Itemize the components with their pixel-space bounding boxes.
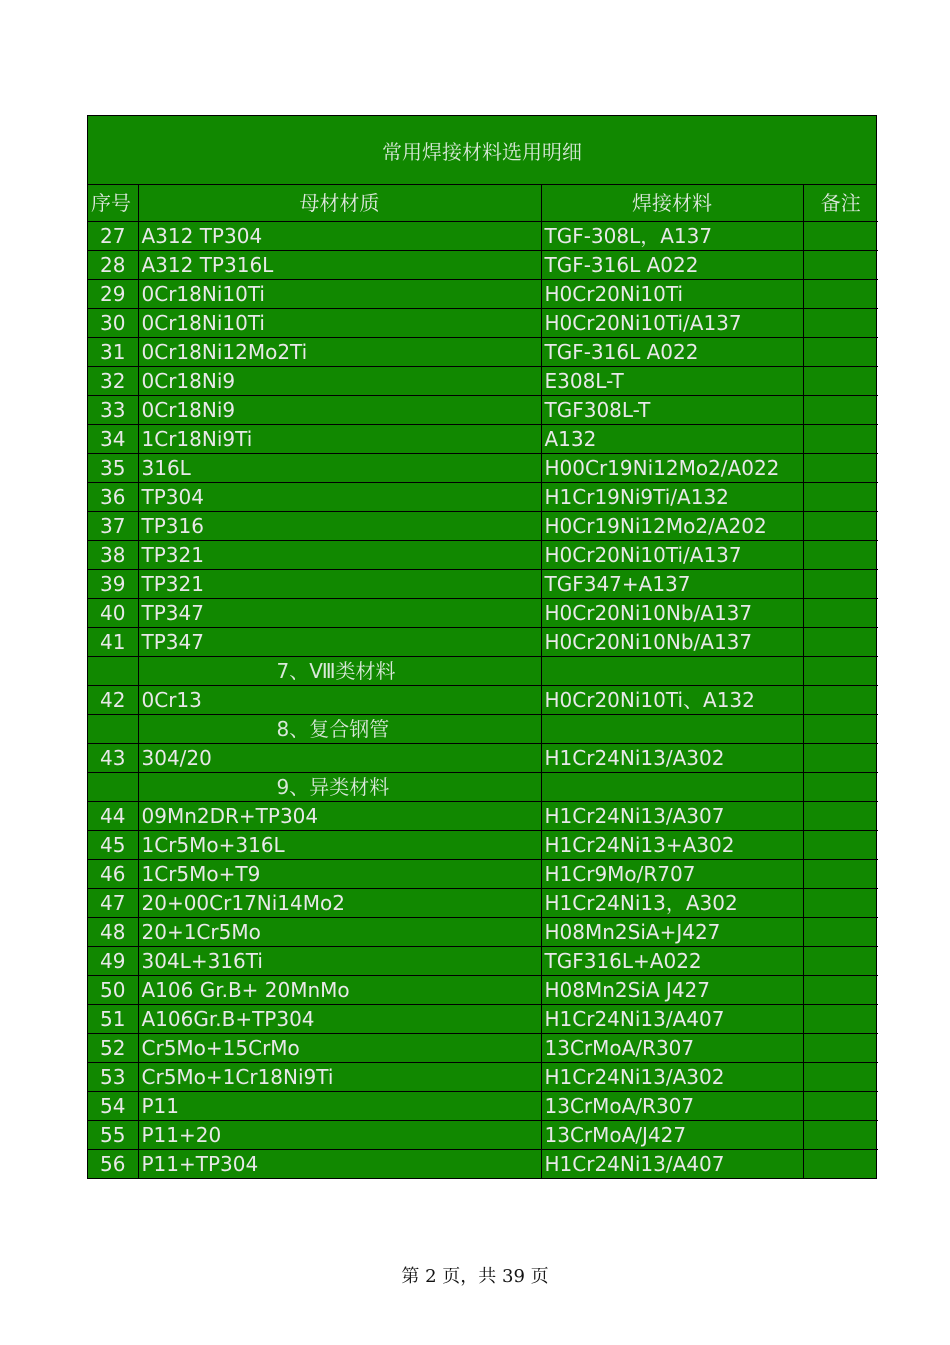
row-no: 55 [88,1121,138,1150]
row-note [803,1121,878,1150]
row-no: 56 [88,1150,138,1179]
row-no: 41 [88,628,138,657]
row-welding-material: H08Mn2SiA+J427 [541,918,803,947]
header-no: 序号 [88,185,138,222]
row-welding-material: 13CrMoA/R307 [541,1034,803,1063]
row-note [803,425,878,454]
row-welding-material: H1Cr9Mo/R707 [541,860,803,889]
table-row [88,802,878,831]
row-note [803,628,878,657]
row-note [803,947,878,976]
row-no: 28 [88,251,138,280]
row-note [803,570,878,599]
material-table-sheet [87,115,877,1179]
row-no: 47 [88,889,138,918]
row-welding-material: H1Cr19Ni9Ti/A132 [541,483,803,512]
table-row [88,1150,878,1179]
row-welding-material: H1Cr24Ni13/A407 [541,1150,803,1179]
row-no: 38 [88,541,138,570]
section-row [88,657,878,686]
row-no: 46 [88,860,138,889]
row-no: 54 [88,1092,138,1121]
row-no: 37 [88,512,138,541]
row-base-material: 0Cr18Ni9 [138,367,541,396]
row-no [88,773,138,802]
row-no: 40 [88,599,138,628]
table-row [88,831,878,860]
row-welding-material: TGF-308L，A137 [541,222,803,251]
section-title: 7、Ⅷ类材料 [138,657,541,686]
row-welding-material: H0Cr20Ni10Ti、A132 [541,686,803,715]
row-note [803,1150,878,1179]
row-no: 48 [88,918,138,947]
row-welding-material: H1Cr24Ni13+A302 [541,831,803,860]
row-note [803,251,878,280]
row-base-material: Cr5Mo+15CrMo [138,1034,541,1063]
row-no: 43 [88,744,138,773]
table-row [88,222,878,251]
header-row [88,185,878,222]
header-base-material: 母材材质 [138,185,541,222]
header-note: 备注 [803,185,878,222]
row-no: 32 [88,367,138,396]
row-note [803,483,878,512]
row-welding-material [541,657,803,686]
section-row [88,715,878,744]
row-welding-material: H1Cr24Ni13，A302 [541,889,803,918]
row-no [88,657,138,686]
table-row [88,1063,878,1092]
table-row [88,860,878,889]
row-base-material: 0Cr18Ni10Ti [138,309,541,338]
row-base-material: A106Gr.B+TP304 [138,1005,541,1034]
row-note [803,512,878,541]
row-base-material: A106 Gr.B+ 20MnMo [138,976,541,1005]
table-row [88,454,878,483]
table-row [88,1005,878,1034]
row-welding-material: 13CrMoA/R307 [541,1092,803,1121]
table-row [88,512,878,541]
row-base-material: 0Cr18Ni9 [138,396,541,425]
row-note [803,396,878,425]
row-note [803,860,878,889]
row-welding-material: H00Cr19Ni12Mo2/A022 [541,454,803,483]
row-welding-material: H1Cr24Ni13/A307 [541,802,803,831]
row-welding-material: H0Cr20Ni10Ti [541,280,803,309]
row-base-material: 20+1Cr5Mo [138,918,541,947]
row-base-material: P11 [138,1092,541,1121]
row-base-material: TP321 [138,541,541,570]
table-row [88,251,878,280]
row-no [88,715,138,744]
row-note [803,280,878,309]
row-base-material: 304/20 [138,744,541,773]
material-table [88,185,878,1178]
table-row [88,889,878,918]
row-no: 35 [88,454,138,483]
table-row [88,570,878,599]
row-base-material: TP316 [138,512,541,541]
row-no: 31 [88,338,138,367]
row-welding-material: TGF308L-T [541,396,803,425]
table-row [88,1034,878,1063]
row-welding-material [541,715,803,744]
table-body [88,222,878,1179]
row-note [803,918,878,947]
row-welding-material: H1Cr24Ni13/A302 [541,744,803,773]
table-row [88,541,878,570]
section-row [88,773,878,802]
row-note [803,802,878,831]
row-base-material: 304L+316Ti [138,947,541,976]
row-base-material: 0Cr18Ni10Ti [138,280,541,309]
row-note [803,541,878,570]
section-title: 8、复合钢管 [138,715,541,744]
row-base-material: A312 TP316L [138,251,541,280]
table-row [88,280,878,309]
row-welding-material: H08Mn2SiA J427 [541,976,803,1005]
row-no: 45 [88,831,138,860]
table-row [88,976,878,1005]
row-note [803,773,878,802]
row-note [803,338,878,367]
row-base-material: 316L [138,454,541,483]
row-note [803,1092,878,1121]
row-welding-material: TGF-316L A022 [541,251,803,280]
row-welding-material: 13CrMoA/J427 [541,1121,803,1150]
row-no: 27 [88,222,138,251]
row-no: 30 [88,309,138,338]
row-note [803,599,878,628]
table-row [88,947,878,976]
row-base-material: 09Mn2DR+TP304 [138,802,541,831]
table-row [88,338,878,367]
table-row [88,918,878,947]
row-welding-material: H1Cr24Ni13/A407 [541,1005,803,1034]
row-welding-material: H0Cr20Ni10Ti/A137 [541,541,803,570]
row-welding-material: E308L-T [541,367,803,396]
header-welding-material: 焊接材料 [541,185,803,222]
row-base-material: 1Cr18Ni9Ti [138,425,541,454]
table-row [88,396,878,425]
table-row [88,1121,878,1150]
section-title: 9、异类材料 [138,773,541,802]
row-base-material: 0Cr13 [138,686,541,715]
row-note [803,976,878,1005]
row-base-material: A312 TP304 [138,222,541,251]
row-welding-material: H0Cr19Ni12Mo2/A202 [541,512,803,541]
row-welding-material: TGF347+A137 [541,570,803,599]
row-welding-material [541,773,803,802]
table-row [88,628,878,657]
row-no: 44 [88,802,138,831]
row-no: 29 [88,280,138,309]
row-note [803,1063,878,1092]
row-welding-material: H1Cr24Ni13/A302 [541,1063,803,1092]
row-base-material: 1Cr5Mo+316L [138,831,541,860]
row-note [803,367,878,396]
row-welding-material: TGF-316L A022 [541,338,803,367]
page-footer: 第 2 页，共 39 页 [401,1266,549,1287]
row-note [803,657,878,686]
row-base-material: 1Cr5Mo+T9 [138,860,541,889]
row-base-material: TP347 [138,628,541,657]
row-welding-material: A132 [541,425,803,454]
row-note [803,686,878,715]
row-base-material: TP347 [138,599,541,628]
row-base-material: P11+TP304 [138,1150,541,1179]
row-note [803,744,878,773]
row-no: 53 [88,1063,138,1092]
row-welding-material: H0Cr20Ni10Ti/A137 [541,309,803,338]
row-note [803,1034,878,1063]
row-no: 52 [88,1034,138,1063]
table-row [88,483,878,512]
row-note [803,309,878,338]
row-note [803,715,878,744]
row-no: 36 [88,483,138,512]
row-note [803,1005,878,1034]
row-base-material: Cr5Mo+1Cr18Ni9Ti [138,1063,541,1092]
row-note [803,454,878,483]
row-welding-material: TGF316L+A022 [541,947,803,976]
row-base-material: 20+00Cr17Ni14Mo2 [138,889,541,918]
table-row [88,686,878,715]
row-no: 42 [88,686,138,715]
row-welding-material: H0Cr20Ni10Nb/A137 [541,599,803,628]
row-base-material: TP321 [138,570,541,599]
row-no: 49 [88,947,138,976]
table-row [88,744,878,773]
table-row [88,1092,878,1121]
row-welding-material: H0Cr20Ni10Nb/A137 [541,628,803,657]
table-row [88,599,878,628]
row-base-material: P11+20 [138,1121,541,1150]
row-base-material: 0Cr18Ni12Mo2Ti [138,338,541,367]
table-row [88,309,878,338]
row-no: 51 [88,1005,138,1034]
row-no: 34 [88,425,138,454]
row-base-material: TP304 [138,483,541,512]
row-no: 33 [88,396,138,425]
row-no: 39 [88,570,138,599]
table-row [88,425,878,454]
row-no: 50 [88,976,138,1005]
row-note [803,222,878,251]
table-row [88,367,878,396]
table-title: 常用焊接材料选用明细 [88,116,876,185]
row-note [803,831,878,860]
row-note [803,889,878,918]
